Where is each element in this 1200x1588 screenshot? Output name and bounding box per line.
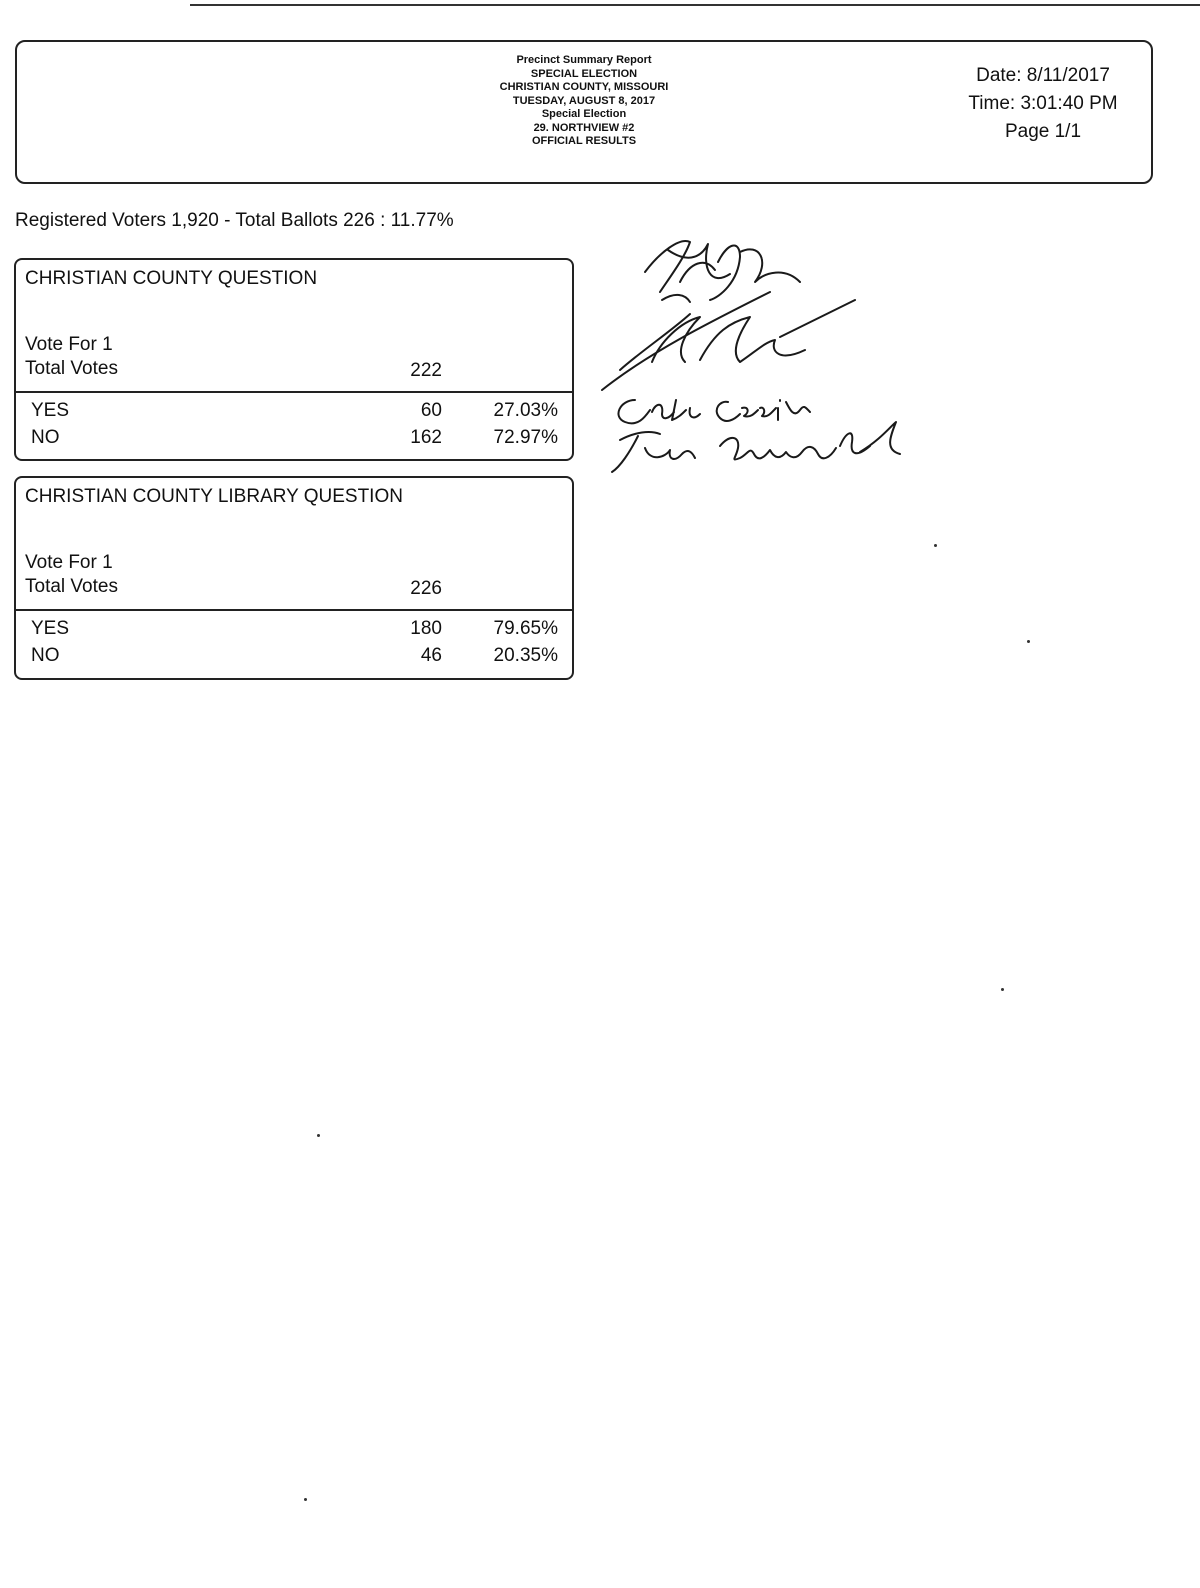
contest-box-county-question [14,258,574,461]
scan-speck [1027,640,1030,643]
choice-row-yes [16,400,572,426]
election-date: TUESDAY, AUGUST 8, 2017 [512,94,656,107]
signature-stroke [645,241,800,300]
handwritten-signatures-icon [590,222,920,492]
choice-name: YES [31,400,70,421]
scan-speck [317,1134,320,1137]
divider [16,609,572,611]
results-status: OFFICIAL RESULTS [531,135,637,147]
scan-speck [934,544,937,547]
report-date: Date: 8/11/2017 [976,65,1110,86]
choice-row-yes [16,618,572,644]
page-number: Page 1/1 [1004,121,1082,142]
vote-for-label: Vote For 1 [25,552,113,573]
signature-stroke [602,292,770,390]
report-header [15,40,1153,184]
total-votes-value: 222 [410,360,442,381]
contest-box-library-question [14,476,574,680]
scan-speck [304,1498,307,1501]
election-type: Special Election [541,108,627,120]
choice-votes: 46 [420,645,442,666]
choice-percent: 72.97% [493,427,558,448]
vote-for-label: Vote For 1 [25,334,113,355]
choice-votes: 60 [420,400,442,421]
total-votes-label: Total Votes [25,576,118,597]
jurisdiction: CHRISTIAN COUNTY, MISSOURI [499,81,669,93]
report-time: Time: 3:01:40 PM [968,93,1118,114]
precinct-name: 29. NORTHVIEW #2 [533,121,635,134]
total-votes-label: Total Votes [25,358,118,379]
choice-percent: 20.35% [493,645,558,666]
choice-name: YES [31,618,70,639]
report-meta [943,62,1143,146]
choice-percent: 79.65% [493,618,558,639]
scan-speck [1001,988,1004,991]
signature-stroke [618,400,810,423]
choice-votes: 180 [410,618,442,639]
choice-row-no [16,427,572,453]
choice-name: NO [31,427,60,448]
choice-name: NO [31,645,60,666]
signature-stroke [612,422,900,472]
turnout-summary: Registered Voters 1,920 - Total Ballots 226 : 11.77% [15,210,454,231]
report-type: Precinct Summary Report [516,54,652,66]
contest-title: CHRISTIAN COUNTY LIBRARY QUESTION [25,486,403,507]
contest-title: CHRISTIAN COUNTY QUESTION [25,268,318,289]
choice-row-no [16,645,572,671]
divider [16,391,572,393]
election-name: SPECIAL ELECTION [530,67,638,80]
scan-edge-line [190,4,1200,6]
signature-stroke [620,300,855,370]
choice-votes: 162 [410,427,442,448]
total-votes-value: 226 [410,578,442,599]
choice-percent: 27.03% [493,400,558,421]
